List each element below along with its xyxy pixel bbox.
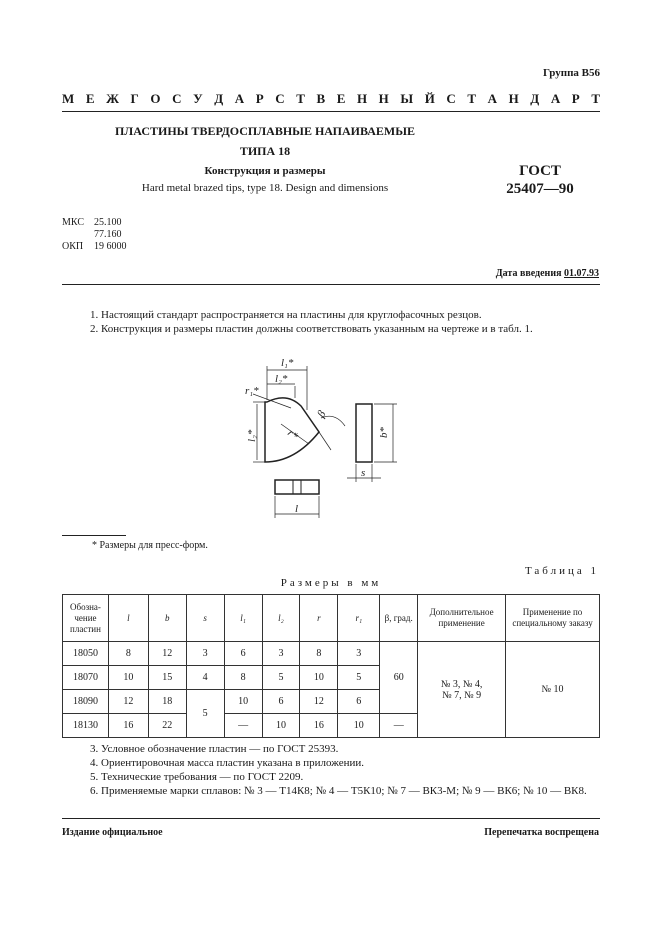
header-l2: l₂	[278, 612, 284, 623]
banner-letter: Т	[296, 91, 305, 106]
gost-number: 25407—90	[506, 181, 574, 197]
dimensions-table	[62, 594, 600, 738]
cell-l2: 3	[262, 642, 300, 666]
cell-s: 4	[186, 666, 224, 690]
header-extra: Дополнительное применение	[418, 595, 506, 642]
banner-letter: Н	[378, 91, 389, 106]
cell-r: 10	[300, 666, 338, 690]
cell-l2: 5	[262, 666, 300, 690]
footer-edition: Издание официальное	[62, 827, 163, 838]
introduction-date	[496, 268, 599, 279]
cell-extra	[418, 642, 506, 738]
cell-id: 18090	[63, 690, 109, 714]
banner-letter: Н	[508, 91, 519, 106]
header-l1: l₁	[240, 612, 246, 623]
banner-letter: Е	[85, 91, 95, 106]
cell-l1: 8	[224, 666, 262, 690]
banner-letter: А	[487, 91, 498, 106]
banner-letter: О	[150, 91, 161, 106]
cell-l2: 10	[262, 714, 300, 738]
banner-letter: У	[193, 91, 203, 106]
header-special: Применение по специальному заказу	[506, 595, 600, 642]
banner-letter: Т	[591, 91, 600, 106]
mks-code-1: 25.100	[94, 217, 122, 228]
cell-l1: 10	[224, 690, 262, 714]
header-r: r	[317, 612, 321, 623]
table-subtitle: Размеры в мм	[280, 577, 382, 589]
cell-l: 10	[108, 666, 148, 690]
tip-side-view	[356, 404, 372, 462]
cell-id: 18130	[63, 714, 109, 738]
banner-letter: Д	[530, 91, 540, 106]
banner-letter: В	[316, 91, 326, 106]
header-r1: r₁	[355, 612, 363, 623]
intro-label: Дата введения	[495, 268, 562, 279]
title-line-2: ТИПА 18	[239, 144, 291, 158]
classification-codes	[62, 217, 127, 253]
footnote-separator	[62, 535, 126, 536]
banner-letter: С	[172, 91, 182, 106]
cell-special: № 10	[506, 642, 600, 738]
banner-letter: Е	[336, 91, 346, 106]
mks-code-2: 77.160	[94, 229, 122, 240]
label-s: s	[361, 467, 366, 479]
cell-r1: 3	[338, 642, 380, 666]
cell-r1: 5	[338, 666, 380, 690]
title-line-1: ПЛАСТИНЫ ТВЕРДОСПЛАВНЫЕ НАПАИВАЕМЫЕ	[114, 124, 416, 138]
banner-rule	[62, 111, 600, 112]
header-designation: Обозна-чение пластин	[63, 595, 109, 642]
okp-code: 19 6000	[94, 241, 127, 252]
banner-letter: М	[62, 91, 75, 106]
paragraph-4: 4. Ориентировочная масса пластин указана в приложении.	[90, 757, 364, 769]
cell-s: 3	[186, 642, 224, 666]
cell-beta: 60	[380, 642, 418, 714]
extra-line-1: № 3, № 4,	[440, 678, 483, 690]
banner-letter: Р	[571, 91, 580, 106]
cell-r: 16	[300, 714, 338, 738]
intro-date-value: 01.07.93	[564, 268, 599, 279]
title-line-3: Конструкция и размеры	[204, 165, 326, 177]
label-r: r*	[285, 427, 301, 443]
footnote: * Размеры для пресс-форм.	[92, 540, 208, 551]
cell-b: 12	[148, 642, 186, 666]
cell-id: 18070	[63, 666, 109, 690]
header-b: b	[165, 612, 170, 623]
tip-drawing	[235, 352, 415, 522]
header-l: l	[127, 612, 130, 623]
label-b: b*	[378, 427, 390, 438]
paragraph-1: 1. Настоящий стандарт распространяется на пластины для круглофасочных резцов.	[90, 309, 482, 321]
cell-r1: 10	[338, 714, 380, 738]
banner-letter: С	[275, 91, 285, 106]
paragraph-3: 3. Условное обозначение пластин — по ГОСТ 25393.	[90, 743, 339, 755]
paragraph-6: 6. Применяемые марки сплавов: № 3 — Т14К8; № 4 — Т5К10; № 7 — ВК3-М; № 9 — ВК6; № 10 — ВК8.	[90, 785, 587, 797]
banner-letter: Ы	[400, 91, 414, 106]
banner-letter: Й	[424, 91, 435, 106]
cell-l: 8	[108, 642, 148, 666]
label-l2-vertical: l₂*	[246, 429, 258, 442]
table-row	[63, 642, 600, 666]
title-english: Hard metal brazed tips, type 18. Design and dimensions	[141, 182, 389, 194]
banner-letter: А	[234, 91, 245, 106]
cell-l1: 6	[224, 642, 262, 666]
banner-letter: Т	[467, 91, 477, 106]
cell-l: 12	[108, 690, 148, 714]
label-r1: r₁*	[245, 385, 259, 397]
table-caption: Таблица 1	[524, 565, 599, 577]
standard-banner	[62, 91, 600, 107]
banner-letter: Н	[356, 91, 368, 106]
banner-letter: А	[550, 91, 561, 106]
cell-l: 16	[108, 714, 148, 738]
label-l2: l₂*	[275, 373, 288, 385]
group-label: Группа В56	[542, 67, 600, 79]
table-header-row	[63, 595, 600, 642]
footer-reprint: Перепечатка воспрещена	[484, 827, 599, 838]
okp-label: ОКП	[62, 241, 84, 252]
tip-end-view	[275, 480, 319, 494]
footer-rule	[62, 818, 600, 819]
banner-letter: Д	[214, 91, 224, 106]
label-l1: l₁*	[281, 357, 294, 369]
cell-id: 18050	[63, 642, 109, 666]
banner-letter: Г	[130, 91, 139, 106]
label-l: l	[295, 503, 299, 515]
cell-r: 12	[300, 690, 338, 714]
header-s: s	[203, 612, 207, 623]
gost-designation	[490, 162, 590, 198]
gost-label: ГОСТ	[519, 163, 561, 179]
cell-l1: —	[224, 714, 262, 738]
paragraph-2: 2. Конструкция и размеры пластин должны соответствовать указанным на чертеже и в табл. 1.	[90, 323, 533, 335]
cell-r1: 6	[338, 690, 380, 714]
banner-letter: С	[446, 91, 456, 106]
cell-l2: 6	[262, 690, 300, 714]
mks-label: МКС	[62, 217, 84, 228]
cell-b: 15	[148, 666, 186, 690]
cell-s-merged: 5	[186, 690, 224, 738]
cell-b: 18	[148, 690, 186, 714]
banner-letter: Р	[255, 91, 264, 106]
intro-rule	[62, 284, 600, 285]
cell-r: 8	[300, 642, 338, 666]
cell-beta: —	[380, 714, 418, 738]
extra-line-2: № 7, № 9	[442, 689, 482, 701]
banner-letter: Ж	[106, 91, 119, 106]
paragraph-5: 5. Технические требования — по ГОСТ 2209.	[90, 771, 304, 783]
cell-b: 22	[148, 714, 186, 738]
header-beta: β, град.	[380, 595, 418, 642]
label-beta: β	[315, 408, 329, 420]
